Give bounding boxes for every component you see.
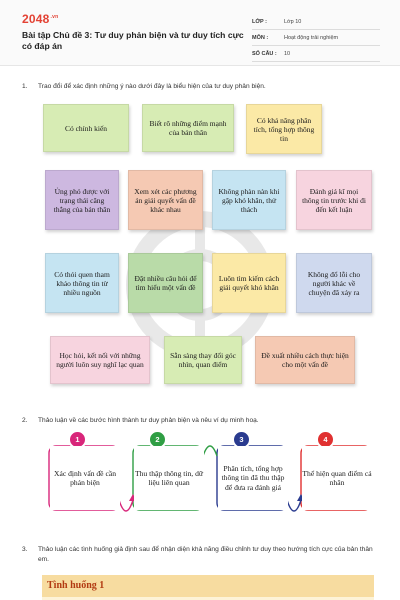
meta-value: Lớp 10 <box>284 19 302 25</box>
step-number-badge <box>150 432 165 447</box>
answer-card[interactable] <box>45 170 119 230</box>
step-box <box>302 446 372 510</box>
question-number: 2. <box>22 417 28 424</box>
question-text: Thảo luận về các bước hình thành tư duy phản biện và nêu ví dụ minh hoạ. <box>38 417 259 424</box>
card-text: Biết rõ những điểm mạnh của bản thân <box>149 119 227 137</box>
answer-card[interactable] <box>212 170 286 230</box>
question-number: 3. <box>22 546 28 553</box>
step-number: 4 <box>323 435 328 444</box>
card-text: Đề xuất nhiều cách thực hiện cho một vấn đề <box>261 351 349 369</box>
card-text: Sẵn sàng thay đổi góc nhìn, quan điểm <box>170 351 236 369</box>
meta-value: Hoạt động trải nghiệm <box>284 35 339 41</box>
meta-value: 10 <box>284 51 291 57</box>
answer-card[interactable] <box>296 170 372 230</box>
card-text: Có chính kiến <box>64 123 108 133</box>
answer-card[interactable] <box>255 336 355 384</box>
answer-card[interactable] <box>43 104 129 152</box>
answer-card[interactable] <box>164 336 242 384</box>
step-number: 2 <box>155 435 160 444</box>
page-header <box>0 0 400 66</box>
step-number: 1 <box>75 435 80 444</box>
card-text: Ủng phó được với trạng thái căng thẳng của bản thân <box>53 186 111 214</box>
step-box <box>50 446 120 510</box>
step-text: Xác định vấn đề cần phản biện <box>54 468 116 487</box>
meta-table <box>252 14 380 62</box>
answer-card[interactable] <box>296 253 372 313</box>
step-number-badge <box>234 432 249 447</box>
answer-card[interactable] <box>128 253 203 313</box>
meta-row-subject <box>252 30 380 46</box>
situation-panel <box>42 575 374 600</box>
card-text: Đánh giá kĩ mọi thông tin trước khi đi đến kết luận <box>302 186 366 214</box>
site-logo[interactable] <box>22 12 58 26</box>
meta-key: LỚP : <box>252 19 267 25</box>
logo-text: 2048 <box>22 12 50 26</box>
answer-card[interactable] <box>246 104 322 154</box>
meta-key: MÔN : <box>252 35 269 41</box>
step-number: 3 <box>239 435 244 444</box>
step-box <box>134 446 204 510</box>
step-box <box>218 446 288 510</box>
answer-card[interactable] <box>128 170 203 230</box>
logo-suffix: .vn <box>50 14 59 20</box>
card-text: Học hỏi, kết nối với những người luôn suy nghĩ lạc quan <box>56 351 144 369</box>
meta-row-count <box>252 46 380 62</box>
step-number-badge <box>70 432 85 447</box>
step-number-badge <box>318 432 333 447</box>
card-text: Luôn tìm kiếm cách giải quyết khó khăn <box>218 274 280 292</box>
question-text: Trao đổi để xác định những ý nào dưới đây là biểu hiện của tư duy phản biện. <box>38 83 266 90</box>
situation-label: Tình huống 1 <box>47 580 105 591</box>
answer-card[interactable] <box>142 104 234 152</box>
answer-card[interactable] <box>50 336 150 384</box>
question-number: 1. <box>22 83 28 90</box>
card-text: Đặt nhiều câu hỏi để tìm hiểu một vấn đề <box>134 274 197 292</box>
step-text: Phân tích, tổng hợp thông tin đã thu thập để đưa ra đánh giá <box>221 464 285 492</box>
card-text: Xem xét các phương án giải quyết vấn đề khác nhau <box>134 186 197 214</box>
card-text: Có khả năng phân tích, tổng hợp thông tin <box>253 115 315 143</box>
question-text: Thảo luận các tình huống giả định sau để nhận diện khả năng điều chỉnh tư duy theo hướng tích cực của bản thân em. <box>38 546 373 563</box>
answer-card[interactable] <box>212 253 286 313</box>
card-text: Có thói quen tham khảo thông tin từ nhiều nguồn <box>54 269 110 297</box>
step-text: Thể hiện quan điểm cá nhân <box>302 468 372 487</box>
meta-key: SỐ CÂU : <box>252 51 277 57</box>
answer-card[interactable] <box>45 253 119 313</box>
card-text: Không đổ lỗi cho người khác về chuyện đã xảy ra <box>307 269 361 297</box>
step-text: Thu thập thông tin, dữ liệu liên quan <box>134 468 204 487</box>
document-title: Bài tập Chủ đề 3: Tư duy phản biện và tư duy tích cực có đáp án <box>22 30 244 51</box>
card-text: Không phàn nàn khi gặp khó khăn, thử thách <box>218 186 280 214</box>
meta-row-class <box>252 14 380 30</box>
